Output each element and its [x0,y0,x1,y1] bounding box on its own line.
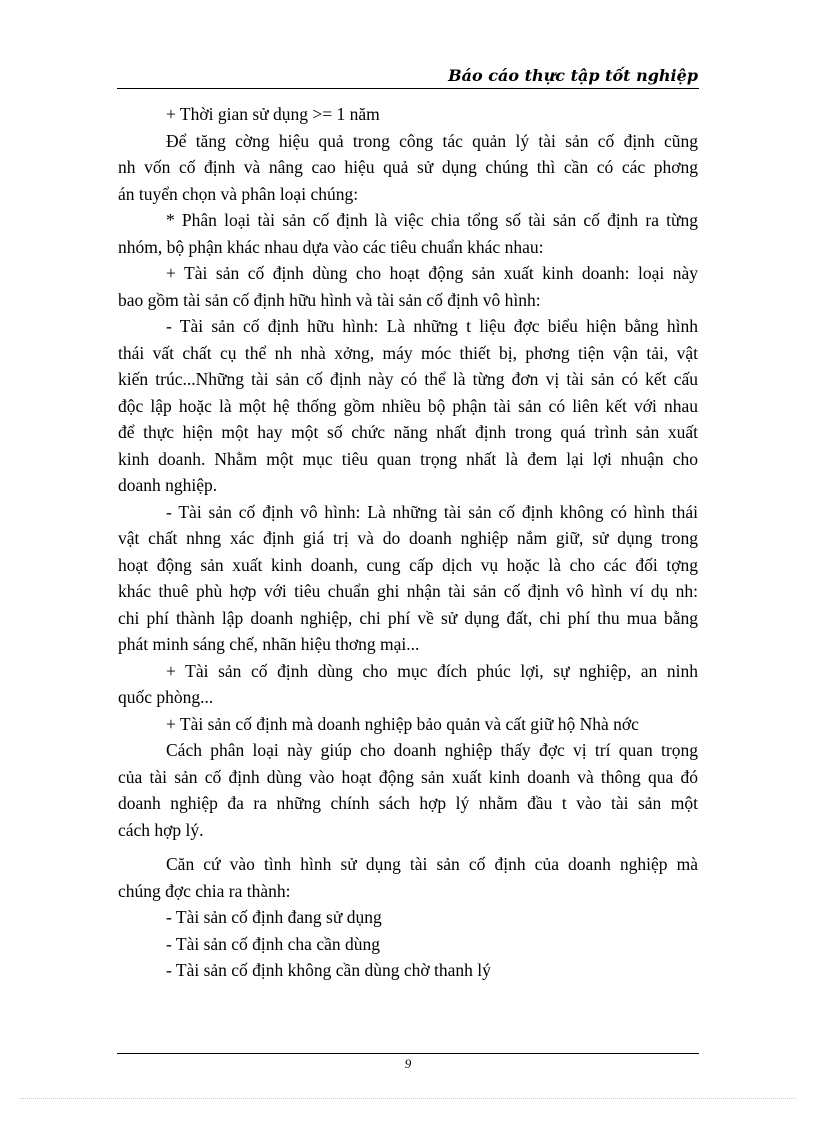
text-line: cách hợp lý. [118,819,204,840]
text-line: để thực hiện một hay một số chức năng nhất định trong quá trình sản xuất [118,422,698,442]
text-line: quốc phòng... [118,687,214,707]
text-line: bao gồm tài sản cố định hữu hình và tài sản cố định vô hình: [118,289,541,310]
text-line: độc lập hoặc là một hệ thống gồm nhiều bộ phận tài sản có liên kết với nhau [118,395,698,416]
text-line: + Tài sản cố định dùng cho mục đích phúc lợi, sự nghiệp, an ninh [166,660,698,681]
text-line: của tài sản cố định dùng vào hoạt động sản xuất kinh doanh và thông qua đó [118,766,698,787]
header-divider [117,88,699,89]
text-line: chúng đợc chia ra thành: [118,880,291,901]
text-line: Để tăng cờng hiệu quả trong công tác quản lý tài sản cố định cũng [166,130,698,151]
text-line: kinh doanh. Nhằm một mục tiêu quan trọng nhất là đem lại lợi nhuận cho [118,448,698,469]
document-body [118,101,698,984]
text-line: thái vất chất cụ thể nh nhà xởng, máy móc thiết bị, phơng tiện vận tải, vật [118,342,698,363]
text-line: nhóm, bộ phận khác nhau dựa vào các tiêu chuẩn khác nhau: [118,236,544,257]
text-line: + Tài sản cố định mà doanh nghiệp bảo quản và cất giữ hộ Nhà nớc [166,713,639,734]
text-line: - Tài sản cố định không cần dùng chờ thanh lý [166,960,491,980]
text-line: - Tài sản cố định đang sử dụng [166,907,382,927]
text-line: khác thuê phù hợp với tiêu chuẩn ghi nhận tài sản cố định vô hình ví dụ nh: [118,581,698,601]
text-line: + Tài sản cố định dùng cho hoạt động sản xuất kinh doanh: loại này [166,263,698,283]
text-line: doanh nghiệp. [118,475,218,495]
text-line: hoạt động sản xuất kinh doanh, cung cấp dịch vụ hoặc là cho các đối tợng [118,554,698,575]
text-line: - Tài sản cố định hữu hình: Là những t liệu đợc biểu hiện bằng hình [166,316,698,336]
text-line: nh vốn cố định và nâng cao hiệu quả sử dụng chúng thì cần có các phơng [118,157,698,177]
text-line: án tuyển chọn và phân loại chúng: [118,183,359,204]
text-line: vật chất nhng xác định giá trị và do doanh nghiệp nắm giữ, sử dụng trong [118,528,698,548]
page-number: 9 [404,1056,412,1071]
page-header-title: Báo cáo thực tập tốt nghiệp [448,66,698,85]
page-break-marker [20,1098,796,1099]
footer-divider [117,1053,699,1054]
text-line: phát minh sáng chế, nhãn hiệu thơng mại... [118,634,420,654]
text-line: chi phí thành lập doanh nghiệp, chi phí về sử dụng đất, chi phí thu mua bằng [118,607,698,628]
text-line: - Tài sản cố định cha cần dùng [166,933,380,954]
text-line: kiến trúc...Những tài sản cố định này có thể là từng đơn vị tài sản có kết cấu [118,369,698,389]
text-line: Căn cứ vào tình hình sử dụng tài sản cố định của doanh nghiệp mà [166,854,698,874]
text-line: - Tài sản cố định vô hình: Là những tài sản cố định không có hình thái [166,501,698,522]
text-line: + Thời gian sử dụng >= 1 năm [166,104,380,124]
text-line: Cách phân loại này giúp cho doanh nghiệp thấy đợc vị trí quan trọng [166,740,698,760]
text-line: * Phân loại tài sản cố định là việc chia tổng số tài sản cố định ra từng [166,210,698,230]
text-line: doanh nghiệp đa ra những chính sách hợp lý nhằm đầu t vào tài sản một [118,793,698,813]
